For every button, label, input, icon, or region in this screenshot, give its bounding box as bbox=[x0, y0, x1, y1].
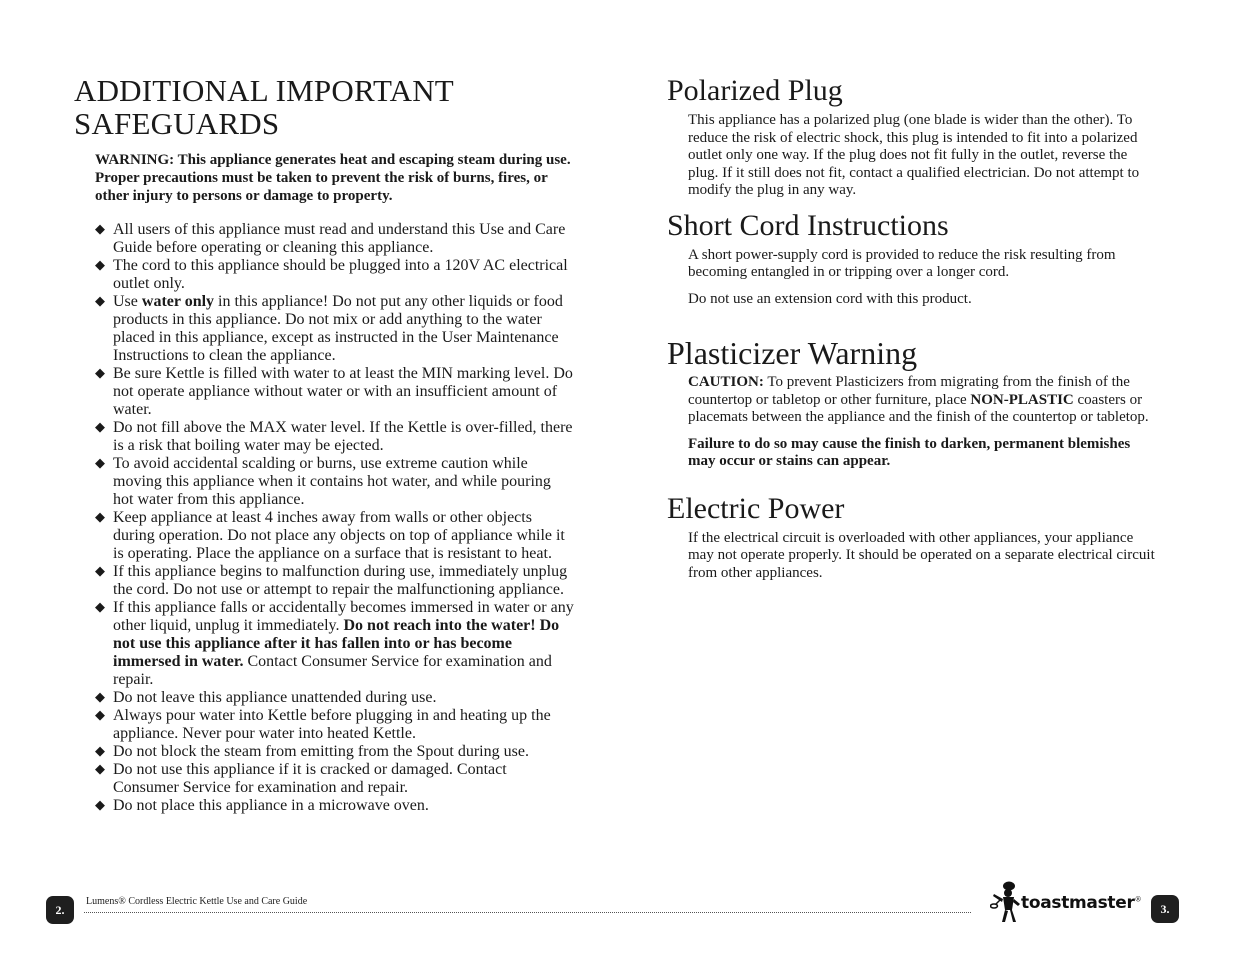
short-cord-heading: Short Cord Instructions bbox=[667, 208, 949, 242]
diamond-bullet-icon: ◆ bbox=[95, 564, 105, 579]
list-item: ◆ Use water only in this appliance! Do not put any other liquids or food products in this appliance. Do not mix or add anything to the water placed in this appliance, except as instructed in the User Maintenance Instructions to clean the appliance. bbox=[95, 293, 563, 364]
diamond-bullet-icon: ◆ bbox=[95, 366, 105, 381]
page-number-left: 2. bbox=[46, 896, 74, 924]
diamond-bullet-icon: ◆ bbox=[95, 600, 105, 615]
list-item: ◆ The cord to this appliance should be plugged into a 120V AC electrical outlet only. bbox=[95, 257, 568, 292]
chef-mascot-icon bbox=[990, 880, 1022, 926]
diamond-bullet-icon: ◆ bbox=[95, 798, 105, 813]
diamond-bullet-icon: ◆ bbox=[95, 420, 105, 435]
guide-title: Lumens® Cordless Electric Kettle Use and Care Guide bbox=[86, 896, 308, 907]
title-line-2: SAFEGUARDS bbox=[74, 106, 280, 141]
short-cord-body: A short power-supply cord is provided to reduce the risk resulting from becoming entangled in or tripping over a longer cord. Do not use an extension cord with this product. bbox=[688, 246, 1116, 307]
warning-paragraph: WARNING: This appliance generates heat and escaping steam during use. Proper precautions must be taken to prevent the risk of burns, fires, or other injury to persons or damage to property. bbox=[95, 152, 571, 204]
right-column bbox=[667, 74, 1157, 591]
electric-power-heading: Electric Power bbox=[667, 491, 845, 525]
diamond-bullet-icon: ◆ bbox=[95, 690, 105, 705]
list-item: ◆ Always pour water into Kettle before plugging in and heating up the appliance. Never pour water into heated Kettle. bbox=[95, 707, 551, 742]
page-footer bbox=[0, 888, 1235, 938]
list-item: ◆ Do not fill above the MAX water level. If the Kettle is over-filled, there is a risk that boiling water may be ejected. bbox=[95, 419, 573, 454]
list-item: ◆ Do not block the steam from emitting from the Spout during use. bbox=[95, 743, 529, 760]
electric-power-body: If the electrical circuit is overloaded with other appliances, your appliance may not operate properly. It should be operated on a separate electrical circuit from other appliances. bbox=[688, 529, 1155, 581]
toastmaster-logo: toastmaster® bbox=[990, 880, 1140, 924]
list-item: ◆ Keep appliance at least 4 inches away from walls or other objects during operation. Do not place any objects on top of appliance while it is operating. Place the appliance on a surface that is resistant to heat. bbox=[95, 509, 565, 562]
diamond-bullet-icon: ◆ bbox=[95, 258, 105, 273]
diamond-bullet-icon: ◆ bbox=[95, 708, 105, 723]
list-item: ◆ Be sure Kettle is filled with water to at least the MIN marking level. Do not operate appliance without water or with an insufficient amount of water. bbox=[95, 365, 573, 418]
list-item: ◆ Do not leave this appliance unattended during use. bbox=[95, 689, 437, 706]
brand-name: toastmaster bbox=[1021, 893, 1135, 913]
diamond-bullet-icon: ◆ bbox=[95, 456, 105, 471]
list-item: ◆ Do not use this appliance if it is cracked or damaged. Contact Consumer Service for examination and repair. bbox=[95, 761, 507, 796]
safeguards-list bbox=[74, 221, 574, 815]
plasticizer-warning-body: CAUTION: To prevent Plasticizers from migrating from the finish of the countertop or tabletop or other furniture, place NON-PLASTIC coasters or placemats between the appliance and the finish of the countertop or tabletop. Failure to do so may cause the finish to darken, permanent blemishes may occur or stains can appear. bbox=[688, 374, 1149, 469]
polarized-plug-body: This appliance has a polarized plug (one blade is wider than the other). To reduce the risk of electric shock, this plug is intended to fit into a polarized outlet only one way. If the plug does not fit fully in the outlet, reverse the plug. If it still does not fit, contact a qualified electrician. Do not attempt to modify the plug in any way. bbox=[688, 112, 1140, 198]
list-item: ◆ All users of this appliance must read and understand this Use and Care Guide before operating or cleaning this appliance. bbox=[95, 221, 566, 256]
diamond-bullet-icon: ◆ bbox=[95, 222, 105, 237]
list-item: ◆ Do not place this appliance in a microwave oven. bbox=[95, 797, 429, 814]
list-item: ◆ If this appliance falls or accidentally becomes immersed in water or any other liquid, unplug it immediately. Do not reach into the water! Do not use this appliance after it has fallen into or has become immersed in water. Contact Consumer Service for examination and repair. bbox=[95, 599, 574, 688]
title-line-1: ADDITIONAL IMPORTANT bbox=[74, 73, 454, 108]
diamond-bullet-icon: ◆ bbox=[95, 762, 105, 777]
diamond-bullet-icon: ◆ bbox=[95, 510, 105, 525]
plasticizer-warning-heading: Plasticizer Warning bbox=[667, 335, 918, 371]
diamond-bullet-icon: ◆ bbox=[95, 294, 105, 309]
page-title bbox=[74, 74, 574, 140]
footer-divider bbox=[84, 912, 971, 913]
list-item: ◆ If this appliance begins to malfunction during use, immediately unplug the cord. Do not use or attempt to repair the malfunctioning appliance. bbox=[95, 563, 568, 598]
diamond-bullet-icon: ◆ bbox=[95, 744, 105, 759]
page-number-right: 3. bbox=[1151, 895, 1179, 923]
polarized-plug-heading: Polarized Plug bbox=[667, 74, 843, 107]
left-column bbox=[74, 74, 574, 815]
list-item: ◆ To avoid accidental scalding or burns, use extreme caution while moving this appliance when it contains hot water, and while pouring hot water from this appliance. bbox=[95, 455, 551, 508]
